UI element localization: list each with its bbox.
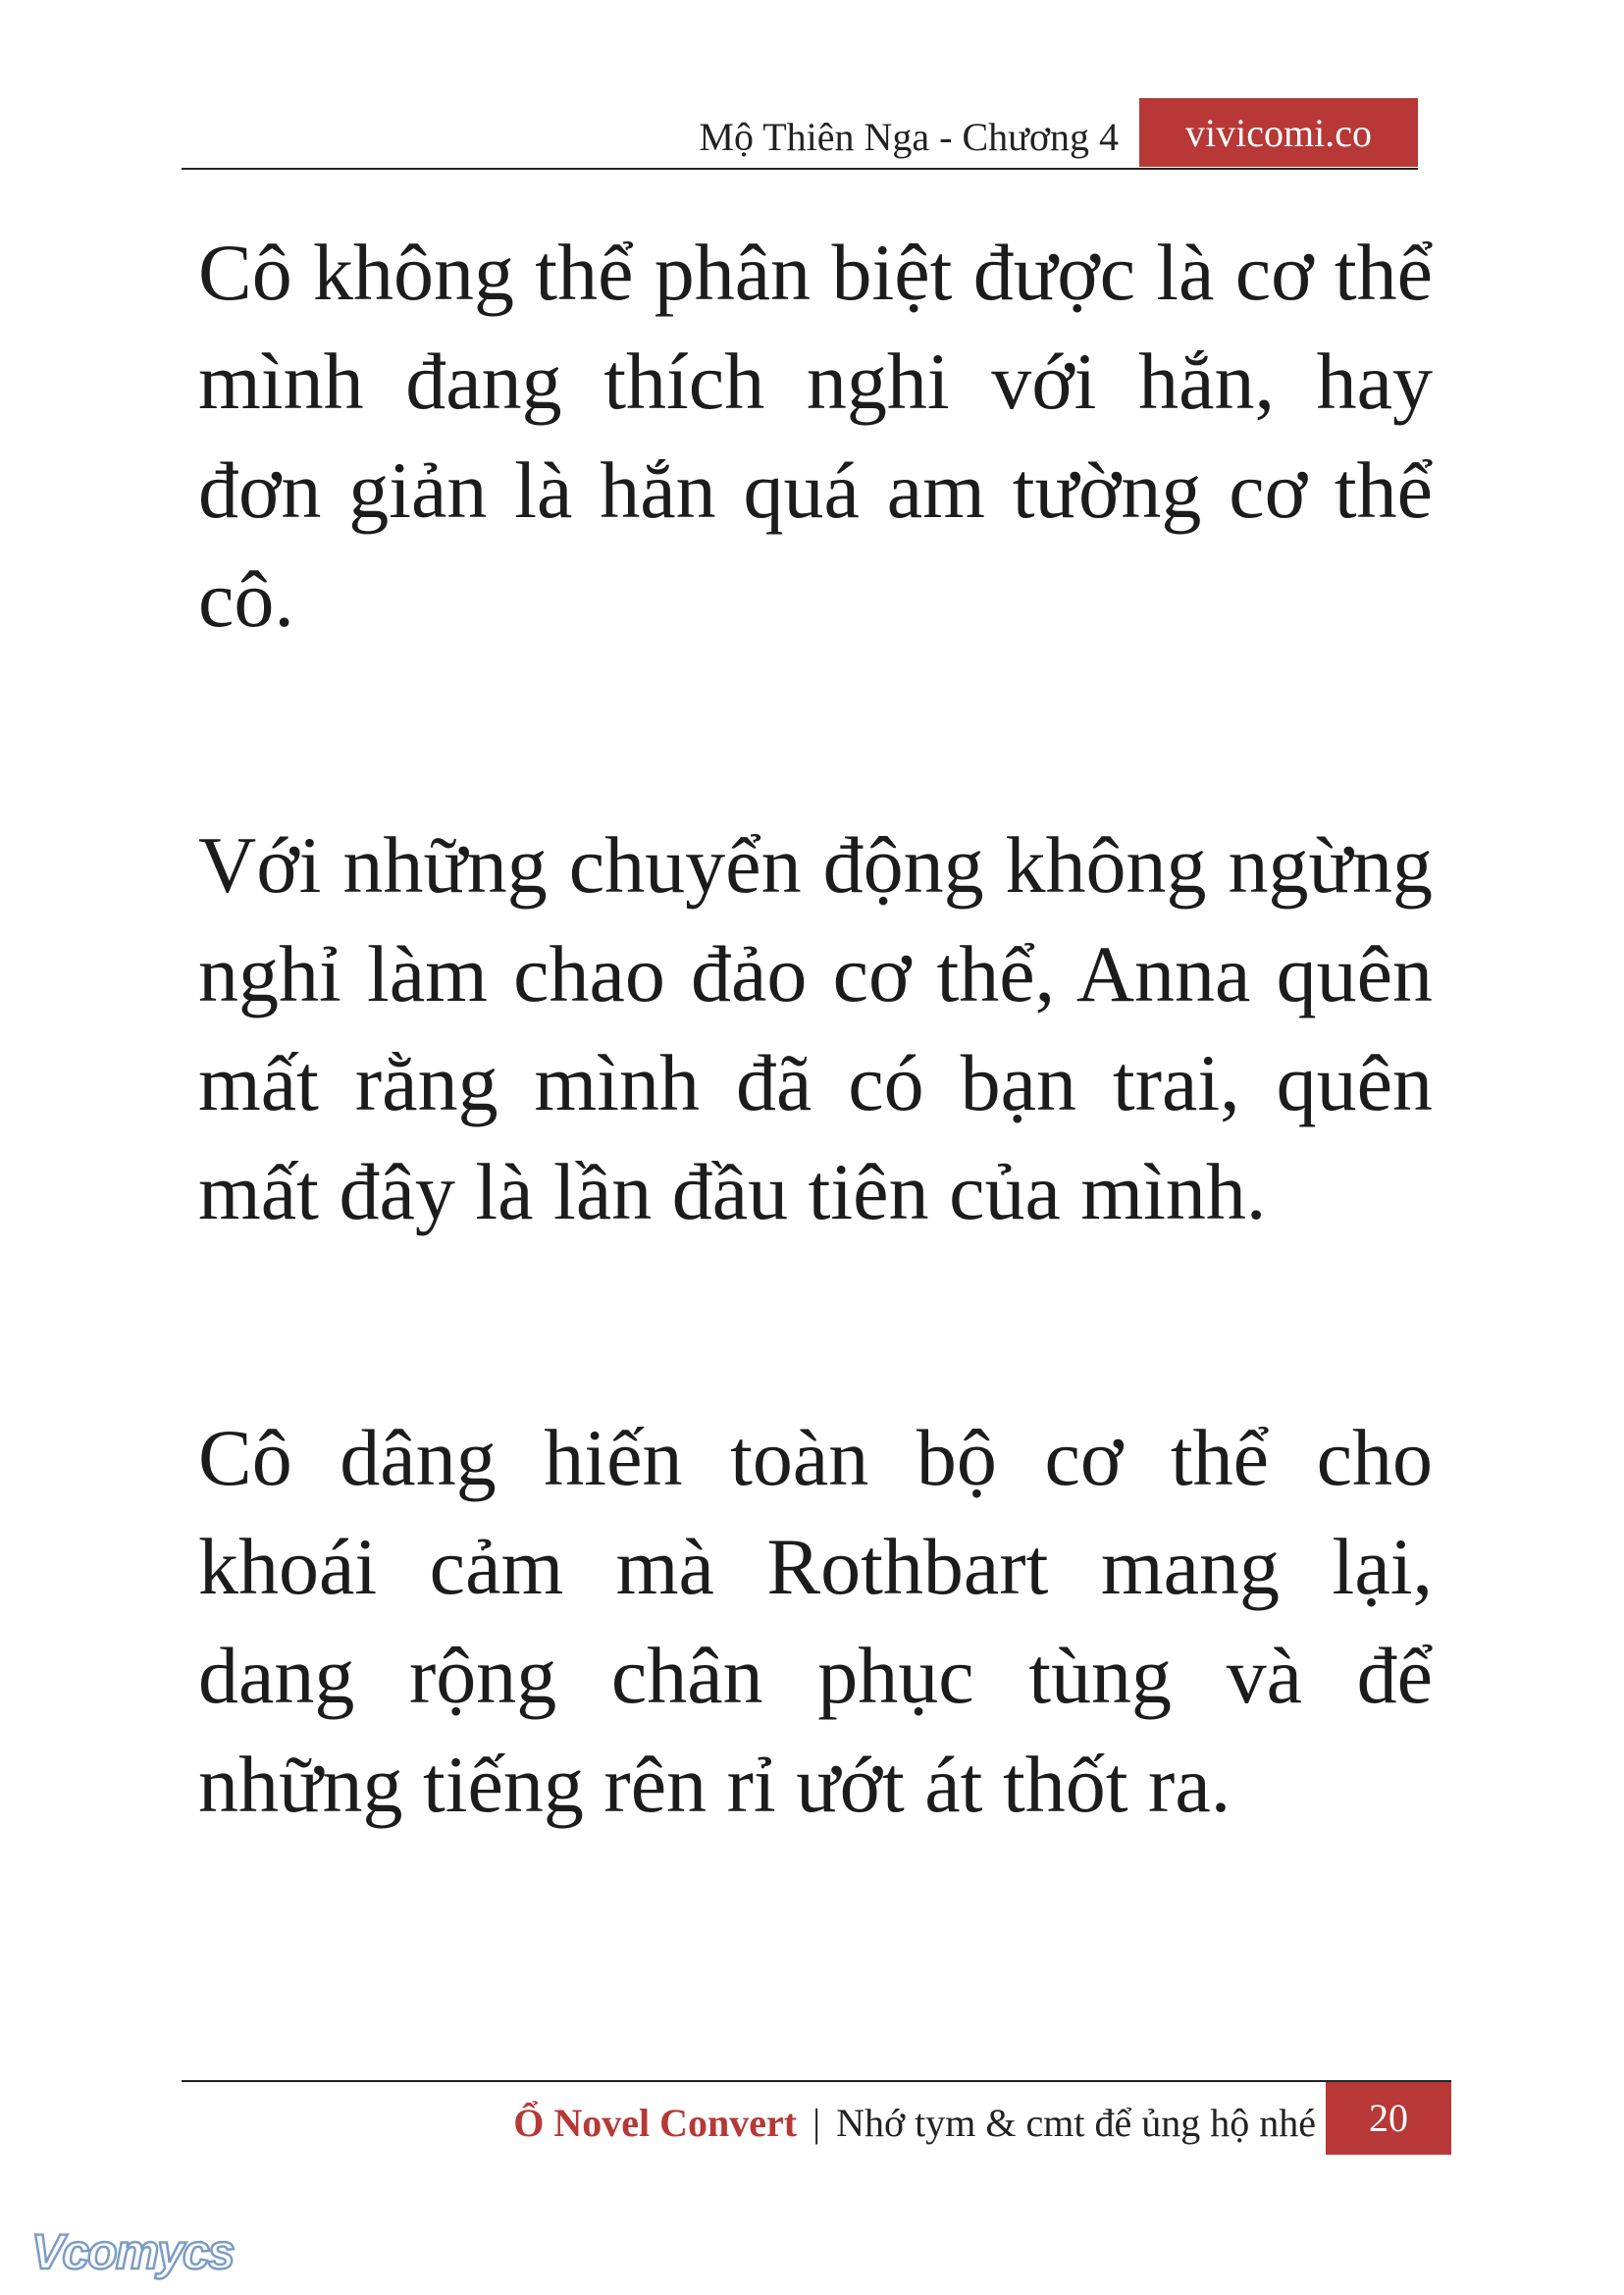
- site-badge: vivicomi.co: [1139, 98, 1418, 167]
- page-header: [182, 98, 1418, 169]
- svg-text:Vcomycs: Vcomycs: [31, 2224, 234, 2279]
- paragraph-2: Với những chuyển động không ngừng nghỉ làm chao đảo cơ thể, Anna quên mất rằng mình đã có bạn trai, quên mất đây là lần đầu tiên của mình.: [198, 820, 1433, 1236]
- footer-note: [513, 2096, 1316, 2151]
- chapter-title: Mộ Thiên Nga - Chương 4: [699, 115, 1119, 159]
- footer-separator: |: [812, 2101, 821, 2145]
- vcomycs-logo-icon: [27, 2219, 253, 2288]
- paragraph-1: Cô không thể phân biệt được là cơ thể mình đang thích nghi với hắn, hay đơn giản là hắn quá am tường cơ thể cô.: [198, 228, 1433, 644]
- footer-divider: [182, 2080, 1451, 2082]
- page-number: 20: [1326, 2082, 1451, 2155]
- page-footer: [182, 2080, 1451, 2157]
- chapter-text: [198, 218, 1433, 1996]
- footer-message: Nhớ tym & cmt để ủng hộ nhé: [836, 2101, 1316, 2145]
- footer-brand: Ổ Novel Convert: [513, 2101, 798, 2145]
- paragraph-3: Cô dâng hiến toàn bộ cơ thể cho khoái cảm mà Rothbart mang lại, dang rộng chân phục tùng và để những tiếng rên rỉ ướt át thốt ra.: [198, 1413, 1433, 1829]
- header-divider: [182, 168, 1418, 170]
